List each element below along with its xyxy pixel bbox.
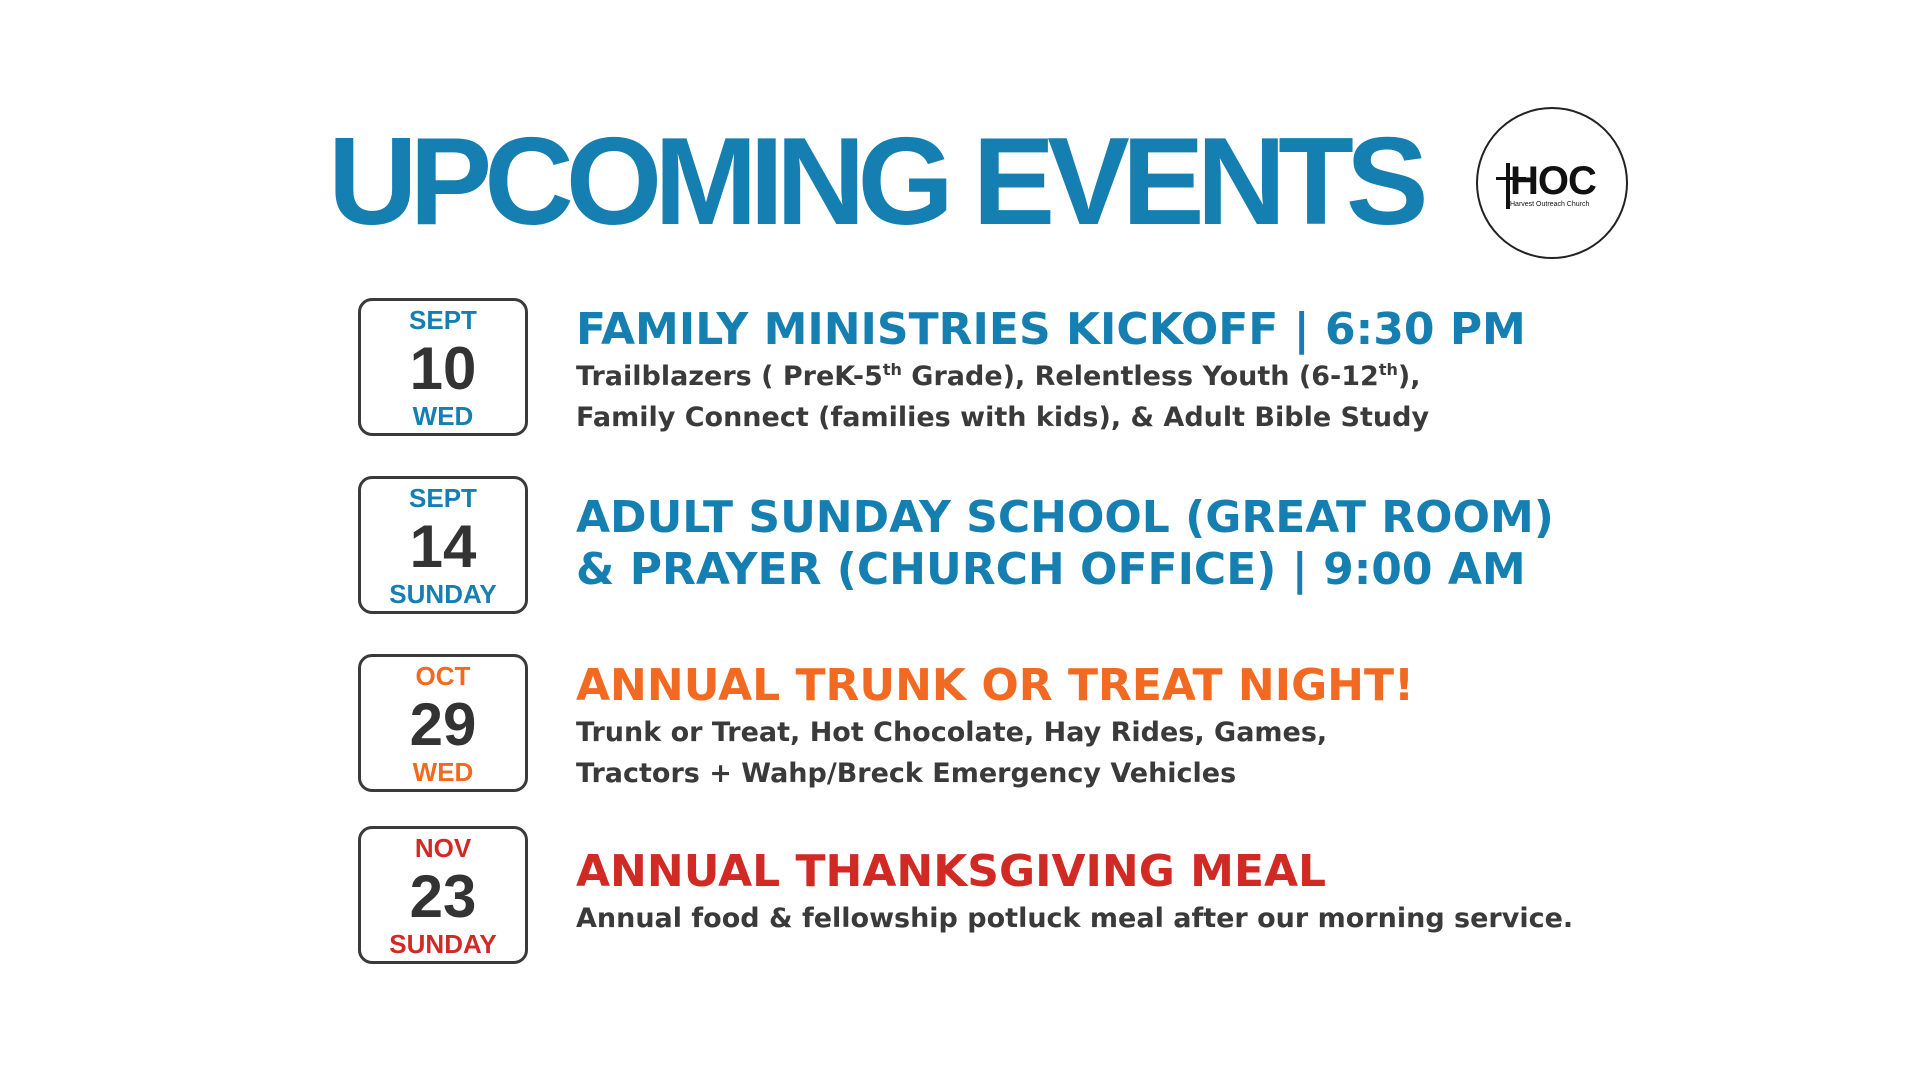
date-box bbox=[358, 826, 528, 964]
event-title: ADULT SUNDAY SCHOOL (GREAT ROOM) bbox=[576, 492, 1554, 543]
logo-subtext: Harvest Outreach Church bbox=[1510, 201, 1590, 208]
date-box bbox=[358, 298, 528, 436]
desc-text: ), bbox=[1397, 360, 1421, 392]
date-weekday: WED bbox=[412, 401, 474, 431]
date-month: SEPT bbox=[409, 305, 477, 335]
event-details bbox=[576, 846, 1596, 939]
event-description-line: Trunk or Treat, Hot Chocolate, Hay Rides, Games, bbox=[576, 716, 1328, 748]
date-day: 10 bbox=[409, 335, 477, 402]
event-title: ANNUAL THANKSGIVING MEAL bbox=[576, 846, 1327, 897]
date-month: OCT bbox=[415, 661, 471, 691]
date-day: 23 bbox=[409, 863, 477, 930]
date-weekday: SUNDAY bbox=[389, 579, 497, 609]
date-box bbox=[358, 654, 528, 792]
event-details bbox=[576, 492, 1596, 596]
event-description-line bbox=[576, 356, 1596, 397]
event-details bbox=[576, 660, 1596, 794]
event-description-line: Annual food & fellowship potluck meal after our morning service. bbox=[576, 902, 1574, 934]
page-title: UPCOMING EVENTS bbox=[328, 113, 1421, 251]
desc-text: Grade), Relentless Youth (6-12 bbox=[901, 360, 1379, 392]
event-title-line2: & PRAYER (CHURCH OFFICE) | 9:00 AM bbox=[576, 543, 1526, 595]
event-family-ministries-kickoff bbox=[358, 298, 1598, 438]
event-trunk-or-treat bbox=[358, 654, 1598, 794]
event-adult-sunday-school bbox=[358, 476, 1598, 616]
logo-text: HOC bbox=[1510, 159, 1596, 203]
date-box bbox=[358, 476, 528, 614]
ordinal-suffix: th bbox=[882, 359, 902, 379]
event-description-line: Family Connect (families with kids), & Adult Bible Study bbox=[576, 401, 1430, 433]
desc-text: Trailblazers ( PreK-5 bbox=[576, 360, 883, 392]
date-month: NOV bbox=[414, 833, 472, 863]
event-details bbox=[576, 304, 1596, 438]
date-weekday: WED bbox=[412, 757, 474, 787]
date-month: SEPT bbox=[409, 483, 477, 513]
event-title: FAMILY MINISTRIES KICKOFF | 6:30 PM bbox=[576, 304, 1526, 355]
event-title: ANNUAL TRUNK OR TREAT NIGHT! bbox=[576, 660, 1415, 711]
date-day: 14 bbox=[409, 513, 477, 580]
event-description-line: Tractors + Wahp/Breck Emergency Vehicles bbox=[576, 757, 1237, 789]
date-weekday: SUNDAY bbox=[389, 929, 497, 959]
ordinal-suffix: th bbox=[1378, 359, 1398, 379]
event-thanksgiving-meal bbox=[358, 826, 1598, 966]
church-logo bbox=[1476, 107, 1628, 259]
date-day: 29 bbox=[409, 691, 477, 758]
